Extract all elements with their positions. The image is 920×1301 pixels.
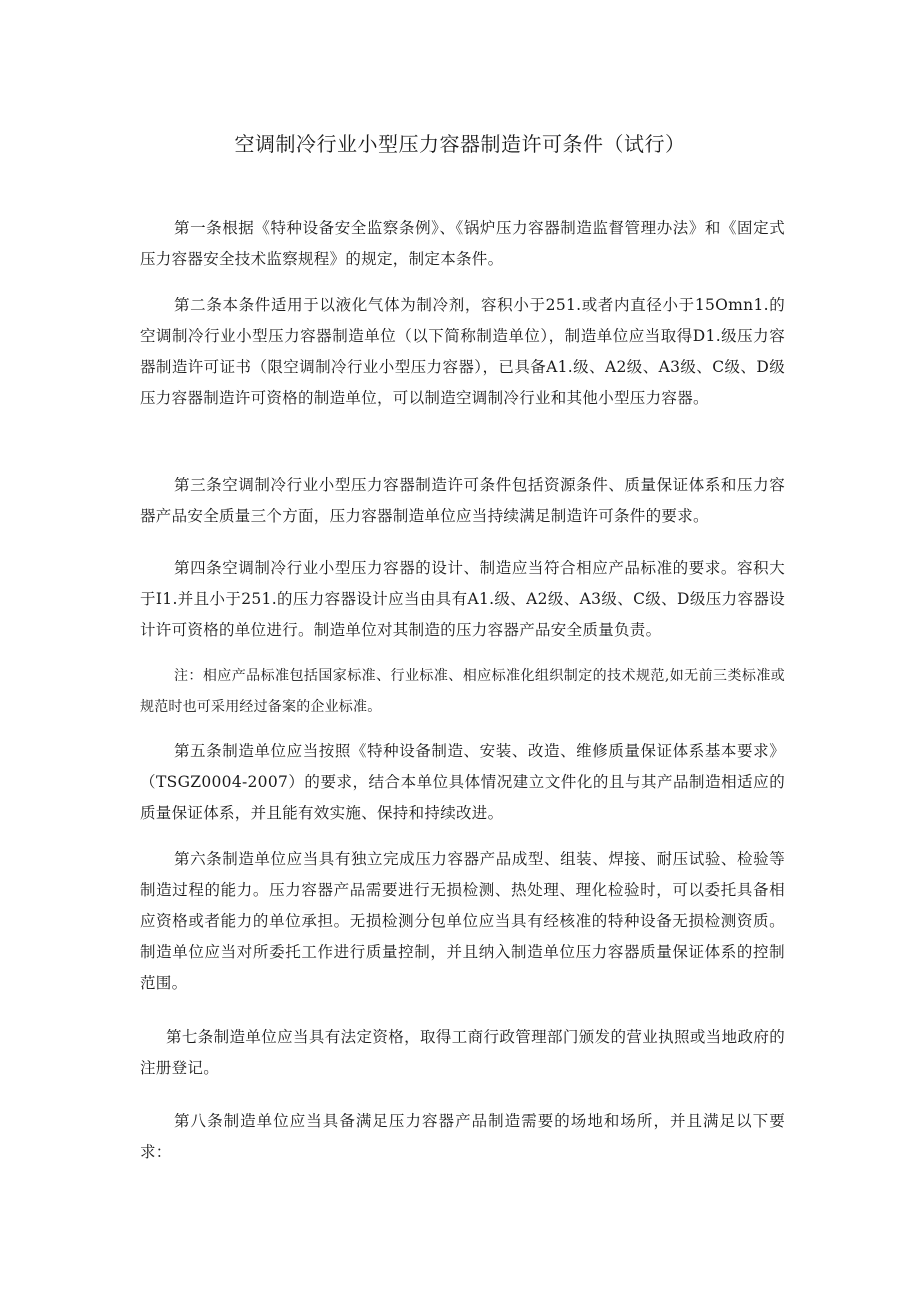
article-2-paragraph: 第二条本条件适用于以液化气体为制冷剂，容积小于251.或者内直径小于15Omn1.的空调制冷行业小型压力容器制造单位（以下简称制造单位），制造单位应当取得D1.级压力容器制造许可证书（限空调制冷行业小型压力容器），已具备A1.级、A2级、A3级、C级、D级压力容器制造许可资格的制造单位，可以制造空调制冷行业和其他小型压力容器。 bbox=[140, 296, 785, 407]
article-5-paragraph: 第五条制造单位应当按照《特种设备制造、安装、改造、维修质量保证体系基本要求》（TSGZ0004-2007）的要求，结合本单位具体情况建立文件化的且与其产品制造相适应的质量保证体系，并且能有效实施、保持和持续改进。 bbox=[140, 742, 785, 822]
article-7-paragraph: 第七条制造单位应当具有法定资格，取得工商行政管理部门颁发的营业执照或当地政府的注册登记。 bbox=[140, 1028, 785, 1077]
article-6-paragraph: 第六条制造单位应当具有独立完成压力容器产品成型、组装、焊接、耐压试验、检验等制造过程的能力。压力容器产品需要进行无损检测、热处理、理化检验时，可以委托具备相应资格或者能力的单位承担。无损检测分包单位应当具有经核准的特种设备无损检测资质。制造单位应当对所委托工作进行质量控制，并且纳入制造单位压力容器质量保证体系的控制范围。 bbox=[140, 850, 785, 992]
note-paragraph: 注：相应产品标准包括国家标准、行业标准、相应标准化组织制定的技术规范,如无前三类标准或规范时也可采用经过备案的企业标准。 bbox=[140, 668, 785, 715]
article-8-paragraph: 第八条制造单位应当具备满足压力容器产品制造需要的场地和场所，并且满足以下要求： bbox=[140, 1112, 785, 1161]
article-4-paragraph: 第四条空调制冷行业小型压力容器的设计、制造应当符合相应产品标准的要求。容积大于I1.并且小于251.的压力容器设计应当由具有A1.级、A2级、A3级、C级、D级压力容器设计许可资格的单位进行。制造单位对其制造的压力容器产品安全质量负责。 bbox=[140, 559, 785, 639]
article-3-paragraph: 第三条空调制冷行业小型压力容器制造许可条件包括资源条件、质量保证体系和压力容器产品安全质量三个方面，压力容器制造单位应当持续满足制造许可条件的要求。 bbox=[140, 476, 785, 525]
document-title: 空调制冷行业小型压力容器制造许可条件（试行） bbox=[234, 132, 686, 156]
article-1-paragraph: 第一条根据《特种设备安全监察条例》、《锅炉压力容器制造监督管理办法》和《固定式压力容器安全技术监察规程》的规定，制定本条件。 bbox=[140, 219, 785, 268]
